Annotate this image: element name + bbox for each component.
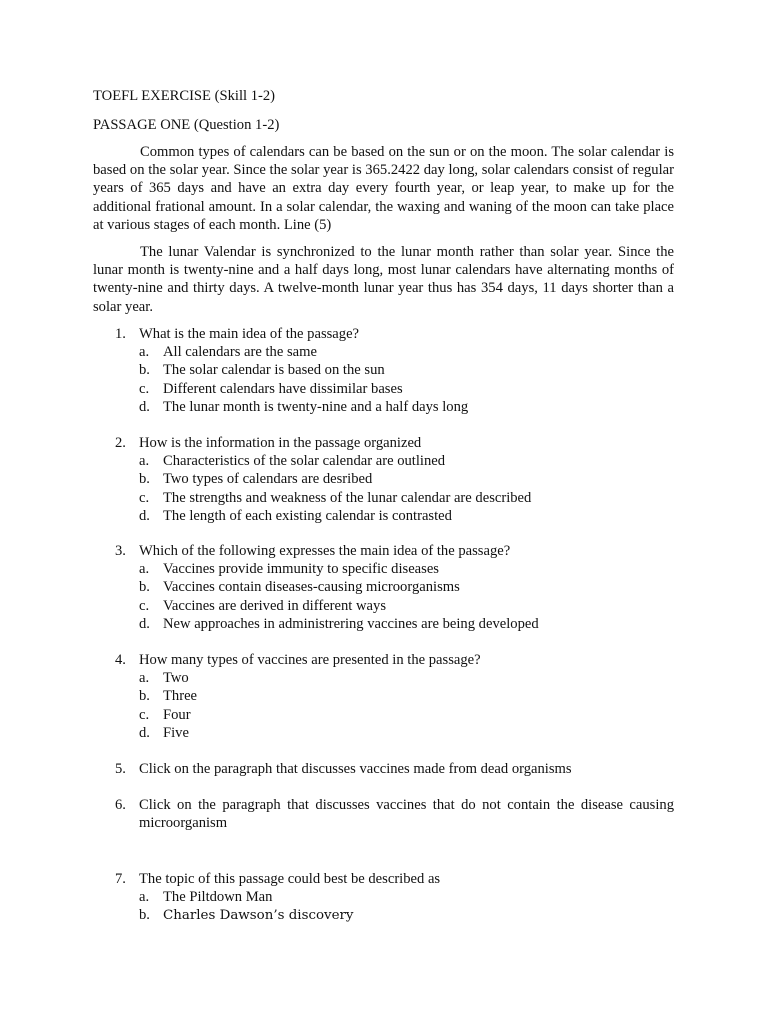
option-letter: a. bbox=[139, 344, 150, 361]
option-text: Characteristics of the solar calendar are outlined bbox=[163, 453, 446, 470]
answer-option bbox=[93, 489, 674, 507]
answer-option bbox=[93, 687, 674, 705]
option-letter: b. bbox=[139, 362, 150, 379]
option-letter: d. bbox=[139, 724, 150, 741]
answer-option bbox=[93, 470, 674, 488]
question-text: What is the main idea of the passage? bbox=[139, 326, 360, 342]
answer-option bbox=[93, 888, 674, 906]
question-text: Click on the paragraph that discusses vaccines made from dead organisms bbox=[139, 761, 572, 777]
question-number: 6. bbox=[115, 797, 126, 813]
option-letter: a. bbox=[139, 670, 150, 687]
option-letter: b. bbox=[139, 471, 150, 488]
question-stem bbox=[93, 542, 674, 560]
passage-paragraph-2: The lunar Valendar is synchronized to the lunar month rather than solar year. Since the lunar month is twenty-nine and a half days long, most lunar calendars have alternating months of twenty-nine and thirty days. A twelve-month lunar year thus has 354 days, 11 days shorter than a solar year. bbox=[93, 244, 674, 315]
option-text: The Piltdown Man bbox=[163, 889, 273, 906]
question-number: 2. bbox=[115, 435, 126, 451]
option-letter: d. bbox=[139, 615, 150, 632]
option-letter: d. bbox=[139, 507, 150, 524]
option-letter: c. bbox=[139, 380, 150, 397]
question-text: How is the information in the passage organized bbox=[139, 435, 422, 451]
option-letter: d. bbox=[139, 398, 150, 415]
question-text: How many types of vaccines are presented in the passage? bbox=[139, 652, 481, 668]
answer-option bbox=[93, 452, 674, 470]
question-stem bbox=[93, 870, 674, 888]
answer-option bbox=[93, 560, 674, 578]
answer-option bbox=[93, 507, 674, 525]
answer-option bbox=[93, 669, 674, 687]
option-text: All calendars are the same bbox=[163, 344, 317, 361]
answer-option bbox=[93, 724, 674, 742]
option-text: The lunar month is twenty-nine and a half days long bbox=[163, 398, 469, 415]
passage-paragraph-1: Common types of calendars can be based on the sun or on the moon. The solar calendar is based on the solar year. Since the solar year is 365.2422 day long, solar calendars consist of regular years of 365 days and have an extra day every fourth year, or leap year, to make up for the additional frational amount. In a solar calendar, the waxing and waning of the moon can take place at various stages of each month. Line (5) bbox=[93, 144, 674, 233]
question-stem bbox=[93, 796, 674, 832]
question-text: Which of the following expresses the main idea of the passage? bbox=[139, 543, 511, 559]
option-text: The strengths and weakness of the lunar calendar are described bbox=[163, 489, 532, 506]
option-letter: b. bbox=[139, 907, 150, 924]
option-letter: a. bbox=[139, 561, 150, 578]
answer-option bbox=[93, 615, 674, 633]
option-text: Four bbox=[163, 706, 191, 723]
option-letter: a. bbox=[139, 889, 150, 906]
option-text: Two bbox=[163, 670, 189, 687]
question-number: 4. bbox=[115, 652, 126, 668]
exercise-title: TOEFL EXERCISE (Skill 1-2) bbox=[93, 88, 276, 104]
option-text: Five bbox=[163, 724, 189, 741]
question-4 bbox=[93, 651, 674, 742]
option-text: Different calendars have dissimilar bases bbox=[163, 380, 403, 397]
option-text: Vaccines contain diseases-causing microorganisms bbox=[163, 579, 460, 596]
answer-option bbox=[93, 906, 674, 925]
option-text: Vaccines provide immunity to specific diseases bbox=[163, 561, 439, 578]
option-text: The length of each existing calendar is contrasted bbox=[163, 507, 452, 524]
question-number: 5. bbox=[115, 761, 126, 777]
question-7 bbox=[93, 870, 674, 926]
option-text: Three bbox=[163, 688, 198, 705]
option-text: Charles Dawson’s discovery bbox=[163, 908, 354, 924]
option-letter: a. bbox=[139, 453, 150, 470]
question-stem bbox=[93, 325, 674, 343]
answer-option bbox=[93, 706, 674, 724]
question-number: 1. bbox=[115, 326, 126, 342]
answer-option bbox=[93, 597, 674, 615]
question-stem bbox=[93, 434, 674, 452]
question-text: Click on the paragraph that discusses vaccines that do not contain the disease causing microorganism bbox=[139, 797, 674, 832]
option-text: Two types of calendars are desribed bbox=[163, 471, 373, 488]
question-stem bbox=[93, 760, 674, 778]
question-6 bbox=[93, 796, 674, 832]
option-text: The solar calendar is based on the sun bbox=[163, 362, 385, 379]
option-text: New approaches in administrering vaccines are being developed bbox=[163, 615, 539, 632]
answer-option bbox=[93, 343, 674, 361]
question-stem bbox=[93, 651, 674, 669]
option-letter: c. bbox=[139, 706, 150, 723]
answer-option bbox=[93, 361, 674, 379]
answer-option bbox=[93, 578, 674, 596]
option-letter: c. bbox=[139, 489, 150, 506]
question-number: 3. bbox=[115, 543, 126, 559]
question-2 bbox=[93, 434, 674, 525]
answer-option bbox=[93, 398, 674, 416]
question-text: The topic of this passage could best be described as bbox=[139, 871, 441, 887]
question-3 bbox=[93, 542, 674, 633]
option-letter: c. bbox=[139, 597, 150, 614]
option-text: Vaccines are derived in different ways bbox=[163, 597, 386, 614]
question-number: 7. bbox=[115, 871, 126, 887]
answer-option bbox=[93, 380, 674, 398]
question-5 bbox=[93, 760, 674, 778]
passage-label: PASSAGE ONE (Question 1-2) bbox=[93, 117, 280, 133]
question-1 bbox=[93, 325, 674, 416]
option-letter: b. bbox=[139, 579, 150, 596]
option-letter: b. bbox=[139, 688, 150, 705]
